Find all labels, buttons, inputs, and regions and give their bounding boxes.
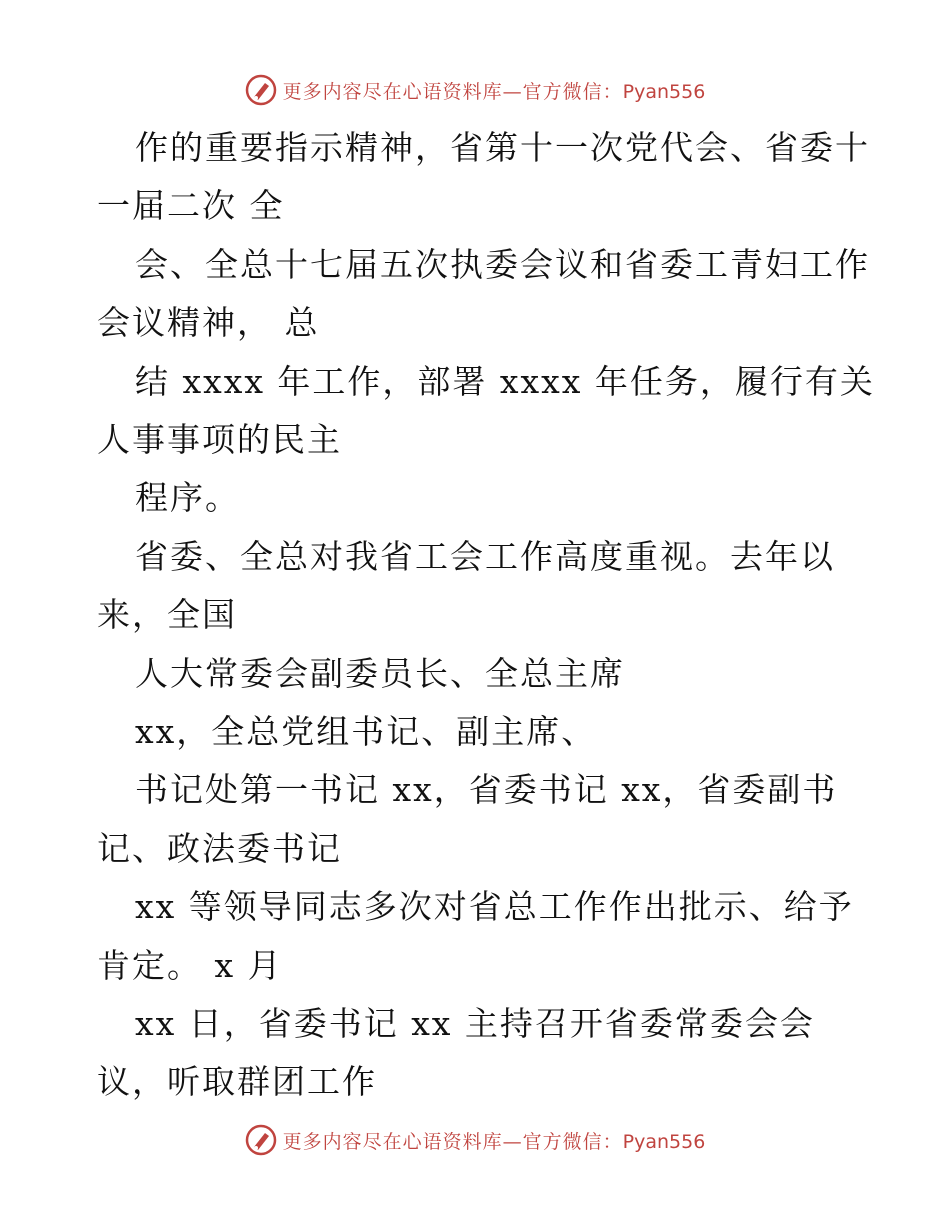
banner-wechat-handle: Pyan556 [622,1130,706,1153]
banner-label: 更多内容尽在心语资料库—官方微信：Pyan556 [282,1130,706,1153]
text-line: 肯定。 x 月 [97,946,283,985]
text-line: 书记处第一书记 xx，省委书记 xx，省委副书 [135,770,838,809]
text-line: 来，全国 [97,595,237,634]
text-line: xx 日，省委书记 xx 主持召开省委常委会会 [135,1004,815,1043]
text-line: 人大常委会副委员长、全总主席 [135,654,625,693]
pen-emblem-icon [245,74,277,106]
text-line: xx 等领导同志多次对省总工作作出批示、给予 [135,887,854,926]
text-line: 人事事项的民主 [97,420,342,459]
banner-label: 更多内容尽在心语资料库—官方微信：Pyan556 [282,80,706,103]
footer-watermark-banner [0,1120,950,1160]
text-line: xx，全总党组书记、副主席、 [135,712,597,751]
text-line: 会、全总十七届五次执委会议和省委工青妇工作 [135,245,870,284]
text-line: 程序。 [135,478,240,517]
header-watermark-banner [0,70,950,110]
text-line: 省委、全总对我省工会工作高度重视。去年以 [135,537,835,576]
text-line: 会议精神， 总 [97,303,320,342]
text-line: 一届二次 全 [97,186,285,225]
text-line: 作的重要指示精神，省第十一次党代会、省委十 [135,128,870,167]
text-line: 结 xxxx 年工作，部署 xxxx 年任务，履行有关 [135,362,875,401]
text-line: 记、政法委书记 [97,829,342,868]
text-line: 议，听取群团工作 [97,1062,377,1101]
pen-emblem-icon [245,1124,277,1156]
banner-wechat-handle: Pyan556 [622,80,706,103]
